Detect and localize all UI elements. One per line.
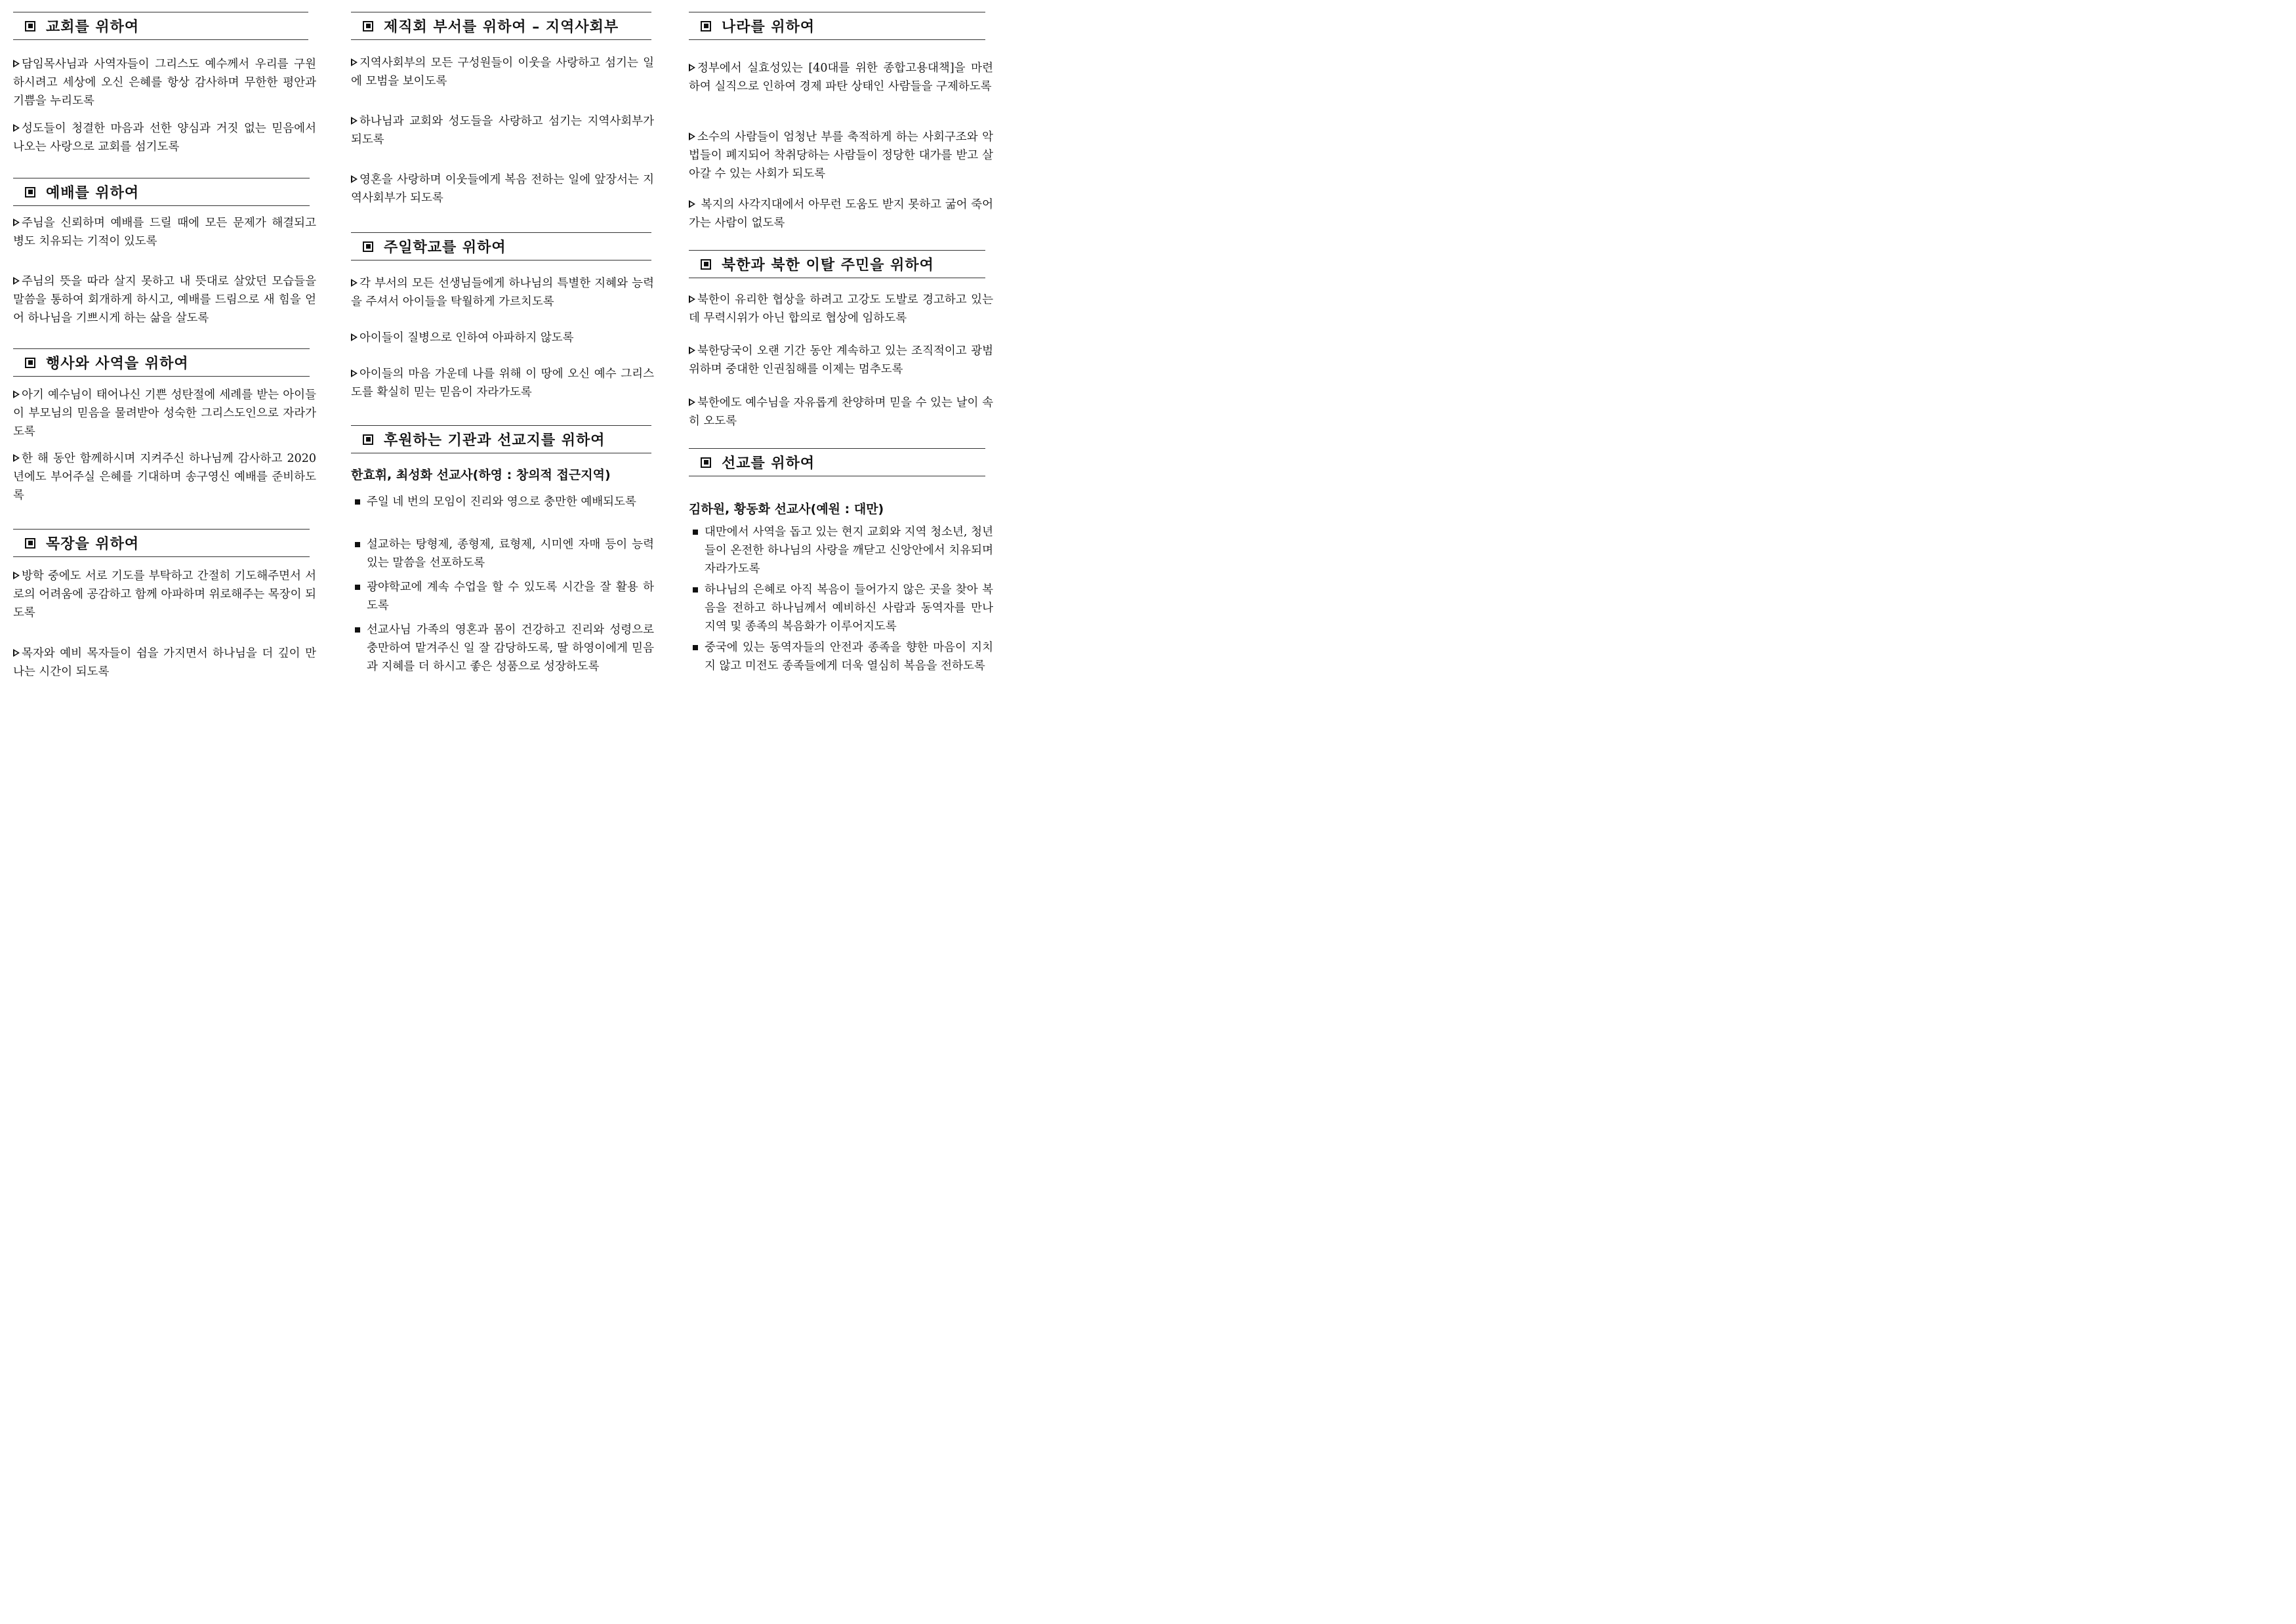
- section-title: 나라를 위하여: [722, 19, 815, 35]
- prayer-item: 하나님과 교회와 성도들을 사랑하고 섬기는 지역사회부가 되도록: [351, 115, 654, 146]
- prayer-item: 한 해 동안 함께하시며 지켜주신 하나님께 감사하고 2020년에도 부어주실 은혜를 기대하며 송구영신 예배를 준비하도록: [13, 452, 316, 502]
- triangle-arrow-icon: [13, 572, 20, 579]
- bullet-item: 하나님의 은혜로 아직 복음이 들어가지 않은 곳을 찾아 복음을 전하고 하나님께서 예비하신 사람과 동역자를 만나 지역 및 종족의 복음화가 이루어지도록: [689, 581, 993, 636]
- prayer-item: 지역사회부의 모든 구성원들이 이웃을 사랑하고 섬기는 일에 모범을 보이도록: [351, 56, 654, 88]
- section-title: 선교를 위하여: [722, 455, 815, 472]
- prayer-item: 주님을 신뢰하며 예배를 드릴 때에 모든 문제가 해결되고 병도 치유되는 기적이 있도록: [13, 217, 316, 248]
- triangle-arrow-icon: [13, 390, 20, 398]
- section-header-sundayschool: [351, 232, 651, 260]
- prayer-item: 성도들이 청결한 마음과 선한 양심과 거짓 없는 믿음에서 나오는 사랑으로 교회를 섬기도록: [13, 122, 316, 154]
- bullet-item: 설교하는 탕형제, 종형제, 료형제, 시미엔 자매 등이 능력 있는 말씀을 선포하도록: [351, 535, 654, 572]
- square-bullet-icon: [355, 627, 360, 633]
- section-title: 북한과 북한 이탈 주민을 위하여: [722, 257, 934, 274]
- prayer-item: 북한이 유리한 협상을 하려고 고강도 도발로 경고하고 있는데 무력시위가 아닌 합의로 협상에 임하도록: [689, 293, 993, 325]
- section-header-community: [351, 12, 651, 40]
- triangle-arrow-icon: [689, 295, 695, 303]
- square-bullet-icon: [363, 241, 373, 252]
- prayer-item: 방학 중에도 서로 기도를 부탁하고 간절히 기도해주면서 서로의 어려움에 공감하고 함께 아파하며 위로해주는 목장이 되도록: [13, 570, 316, 619]
- square-bullet-icon: [25, 538, 35, 549]
- bullet-item: 선교사님 가족의 영혼과 몸이 건강하고 진리와 성령으로 충만하여 맡겨주신 일 잘 감당하도록, 딸 하영이에게 믿음과 지혜를 더 하시고 좋은 성품으로 성장하도록: [351, 621, 654, 676]
- triangle-arrow-icon: [13, 277, 20, 285]
- section-title: 후원하는 기관과 선교지를 위하여: [384, 432, 605, 449]
- section-title: 제직회 부서를 위하여 – 지역사회부: [384, 19, 619, 35]
- bullet-item: 주일 네 번의 모임이 진리와 영으로 충만한 예배되도록: [351, 493, 654, 511]
- section-title: 주일학교를 위하여: [384, 239, 506, 256]
- triangle-arrow-icon: [689, 133, 695, 140]
- prayer-item: 정부에서 실효성있는 [40대를 위한 종합고용대책]을 마련하여 실직으로 인하여 경제 파탄 상태인 사람들을 구제하도록: [689, 62, 993, 93]
- section-header-nation: [689, 12, 985, 40]
- section-title: 예배를 위하여: [46, 185, 140, 201]
- section-title: 교회를 위하여: [46, 19, 140, 35]
- prayer-item: 주님의 뜻을 따라 살지 못하고 내 뜻대로 살았던 모습들을 말씀을 통하여 회개하게 하시고, 예배를 드림으로 새 힘을 얻어 하나님을 기쁘시게 하는 삶을 살도록: [13, 275, 316, 325]
- prayer-item: 영혼을 사랑하며 이웃들에게 복음 전하는 일에 앞장서는 지역사회부가 되도록: [351, 173, 654, 205]
- square-bullet-icon: [363, 434, 373, 445]
- section-title: 목장을 위하여: [46, 536, 140, 552]
- section-header-support: [351, 425, 651, 453]
- bullet-item: 중국에 있는 동역자들의 안전과 종족을 향한 마음이 지치지 않고 미전도 종족들에게 더욱 열심히 복음을 전하도록: [689, 638, 993, 675]
- triangle-arrow-icon: [13, 124, 20, 132]
- square-bullet-icon: [363, 21, 373, 31]
- square-bullet-icon: [701, 457, 711, 468]
- triangle-arrow-icon: [13, 60, 20, 68]
- bullet-item: 광야학교에 계속 수업을 할 수 있도록 시간을 잘 활용 하도록: [351, 578, 654, 615]
- triangle-arrow-icon: [351, 369, 358, 377]
- square-bullet-icon: [355, 499, 360, 505]
- prayer-item: 담임목사님과 사역자들이 그리스도 예수께서 우리를 구원하시려고 세상에 오신 은혜를 항상 감사하며 무한한 평안과 기쁨을 누리도록: [13, 58, 316, 108]
- section-title: 행사와 사역을 위하여: [46, 356, 189, 372]
- section-header-events: [13, 348, 310, 377]
- prayer-item: 북한에도 예수님을 자유롭게 찬양하며 믿을 수 있는 날이 속히 오도록: [689, 396, 993, 428]
- section-header-mission: [689, 448, 985, 476]
- triangle-arrow-icon: [13, 454, 20, 462]
- missionary-name: 김하원, 황동화 선교사(예원 : 대만): [689, 502, 884, 516]
- square-bullet-icon: [693, 530, 698, 535]
- prayer-item: 아이들이 질병으로 인하여 아파하지 않도록: [351, 329, 654, 347]
- triangle-arrow-icon: [351, 117, 358, 125]
- triangle-arrow-icon: [689, 346, 695, 354]
- section-header-pastorate: [13, 529, 310, 557]
- section-header-northkorea: [689, 250, 985, 278]
- bullet-item: 대만에서 사역을 돕고 있는 현지 교회와 지역 청소년, 청년들이 온전한 하나님의 사랑을 깨닫고 신앙안에서 치유되며 자라가도록: [689, 523, 993, 578]
- prayer-item: 각 부서의 모든 선생님들에게 하나님의 특별한 지혜와 능력을 주셔서 아이들을 탁월하게 가르치도록: [351, 277, 654, 308]
- square-bullet-icon: [25, 187, 35, 198]
- square-bullet-icon: [355, 542, 360, 547]
- square-bullet-icon: [693, 587, 698, 593]
- square-bullet-icon: [701, 259, 711, 270]
- square-bullet-icon: [701, 21, 711, 31]
- square-bullet-icon: [693, 645, 698, 650]
- triangle-arrow-icon: [351, 333, 358, 341]
- prayer-item: 아이들의 마음 가운데 나를 위해 이 땅에 오신 예수 그리스도를 확실히 믿는 믿음이 자라가도록: [351, 367, 654, 399]
- triangle-arrow-icon: [13, 219, 20, 226]
- triangle-arrow-icon: [13, 649, 20, 657]
- missionary-name: 한효휘, 최성화 선교사(하영 : 창의적 접근지역): [351, 468, 611, 482]
- section-header-church: [13, 12, 308, 40]
- square-bullet-icon: [355, 585, 360, 590]
- prayer-item: 복지의 사각지대에서 아무런 도움도 받지 못하고 굶어 죽어가는 사람이 없도록: [689, 198, 993, 230]
- prayer-item: 아기 예수님이 태어나신 기쁜 성탄절에 세례를 받는 아이들이 부모님의 믿음을 물려받아 성숙한 그리스도인으로 자라가도록: [13, 388, 316, 438]
- triangle-arrow-icon: [689, 398, 695, 406]
- prayer-item: 소수의 사람들이 엄청난 부를 축적하게 하는 사회구조와 악법들이 폐지되어 착취당하는 사람들이 정당한 대가를 받고 살아갈 수 있는 사회가 되도록: [689, 131, 993, 180]
- triangle-arrow-icon: [351, 175, 358, 183]
- triangle-arrow-icon: [351, 58, 358, 66]
- triangle-arrow-icon: [351, 279, 358, 287]
- prayer-item: 목자와 예비 목자들이 쉼을 가지면서 하나님을 더 깊이 만나는 시간이 되도록: [13, 647, 316, 678]
- section-header-worship: [13, 178, 310, 206]
- square-bullet-icon: [25, 358, 35, 368]
- triangle-arrow-icon: [689, 200, 695, 208]
- square-bullet-icon: [25, 21, 35, 31]
- triangle-arrow-icon: [689, 64, 695, 72]
- prayer-item: 북한당국이 오랜 기간 동안 계속하고 있는 조직적이고 광범위하며 중대한 인권침해를 이제는 멈추도록: [689, 344, 993, 376]
